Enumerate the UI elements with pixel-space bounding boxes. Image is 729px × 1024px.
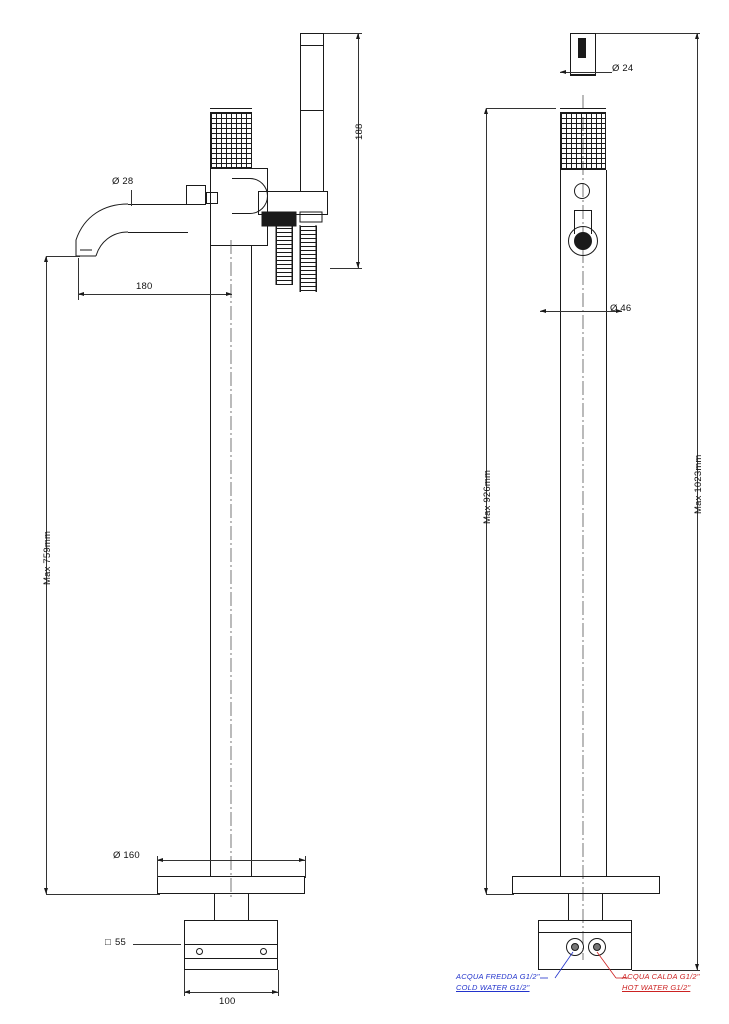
mixer-body-left-edge-right-view (560, 170, 561, 250)
base-stub-right-right-view (602, 894, 603, 920)
base-block-right-view (538, 920, 632, 970)
dim-188-line (358, 33, 359, 268)
handset-slot-right-view (578, 38, 586, 58)
dim-d28-label: Ø 28 (112, 176, 134, 187)
dim-d24-arrow-left (560, 70, 566, 74)
handset-holder-arm (258, 191, 328, 215)
outlet-stem (574, 210, 592, 234)
hose-coil-2 (300, 226, 317, 292)
base-bolt-left (196, 948, 203, 955)
diverter-button (574, 183, 590, 199)
dim-759-ext-top (46, 256, 80, 257)
base-block-line-1 (184, 944, 278, 945)
base-bolt-right (260, 948, 267, 955)
floor-flange-left-view (157, 876, 305, 894)
dim-180-line (78, 294, 232, 295)
column-right-edge (251, 246, 252, 876)
handset-detail-line (300, 45, 324, 46)
cold-water-port-inner (571, 943, 579, 951)
handset-base-line-right (570, 75, 596, 76)
dim-180-arrow-right (226, 292, 232, 296)
dim-759-ext-bottom (46, 894, 160, 895)
handset-neck-right (323, 111, 324, 191)
dim-d160-ext-left (157, 856, 158, 878)
dim-188-ext-top (324, 33, 362, 34)
cold-water-label-en: COLD WATER G1/2" (456, 983, 530, 992)
dim-926-ext-bottom (486, 894, 514, 895)
hot-water-port-inner (593, 943, 601, 951)
base-block-left-view (184, 920, 278, 970)
handset-neck-left (300, 111, 301, 191)
sleeve-top-cap (210, 108, 252, 109)
dim-d160-ext-right (305, 856, 306, 878)
base-block-line-2 (184, 958, 278, 959)
floor-flange-right-view (512, 876, 660, 894)
dim-100-label: 100 (219, 996, 236, 1007)
dim-100-ext-right (278, 970, 279, 996)
spout-top-line (128, 204, 188, 205)
knurled-sleeve-right-view (560, 112, 606, 170)
base-stub-left (214, 894, 215, 920)
cold-water-label-it: ACQUA FREDDA G1/2" (456, 972, 540, 981)
dim-d160-label: Ø 160 (113, 850, 140, 861)
sleeve-top-cap-right (560, 108, 606, 109)
column-left-edge (210, 246, 211, 876)
base-stub-right (248, 894, 249, 920)
handset-top-line (300, 33, 324, 34)
mixer-body-cap-left (232, 178, 268, 214)
body-detail-square-2 (206, 192, 218, 204)
dim-d28-line (131, 190, 132, 206)
dim-d160-line (157, 860, 305, 861)
dim-d46-arrow-left (540, 309, 546, 313)
dim-d46-label: Ø 46 (610, 303, 632, 314)
hot-water-label-en: HOT WATER G1/2" (622, 983, 691, 992)
dim-188-ext-bottom (330, 268, 362, 269)
dim-180-label: 180 (136, 281, 153, 292)
body-detail-square (186, 185, 206, 205)
knurled-sleeve-left-view (210, 112, 252, 168)
hose-coil-1 (276, 216, 293, 285)
dim-d24-label: Ø 24 (612, 63, 634, 74)
dim-1023-ext-top (596, 33, 700, 34)
dim-1023-ext-bottom (632, 970, 700, 971)
dim-180-ext-left (78, 258, 79, 300)
dim-100-line (184, 992, 278, 993)
dim-d24-leader (560, 72, 612, 73)
mixer-body-right-edge-right-view (606, 170, 607, 250)
dim-759-label: Max 759mm (42, 530, 53, 585)
column-left-edge-right-view (560, 250, 561, 876)
base-stub-left-right-view (568, 894, 569, 920)
hot-water-label-it: ACQUA CALDA G1/2" (622, 972, 700, 981)
dim-188-label: 188 (354, 123, 365, 140)
base-block-right-line-1 (538, 932, 632, 933)
spout-bottom-line (128, 232, 188, 233)
column-right-edge-right-view (606, 250, 607, 876)
dim-100-ext-left (184, 970, 185, 996)
dim-926-label: Max 926mm (482, 469, 493, 524)
dim-55-label: 55 (115, 937, 126, 948)
dim-55-leader (133, 944, 181, 945)
dim-926-ext-top (486, 108, 556, 109)
outlet-inner (574, 232, 592, 250)
dim-1023-label: Max 1023mm (693, 454, 704, 514)
dim-55-symbol: □ (105, 937, 111, 948)
